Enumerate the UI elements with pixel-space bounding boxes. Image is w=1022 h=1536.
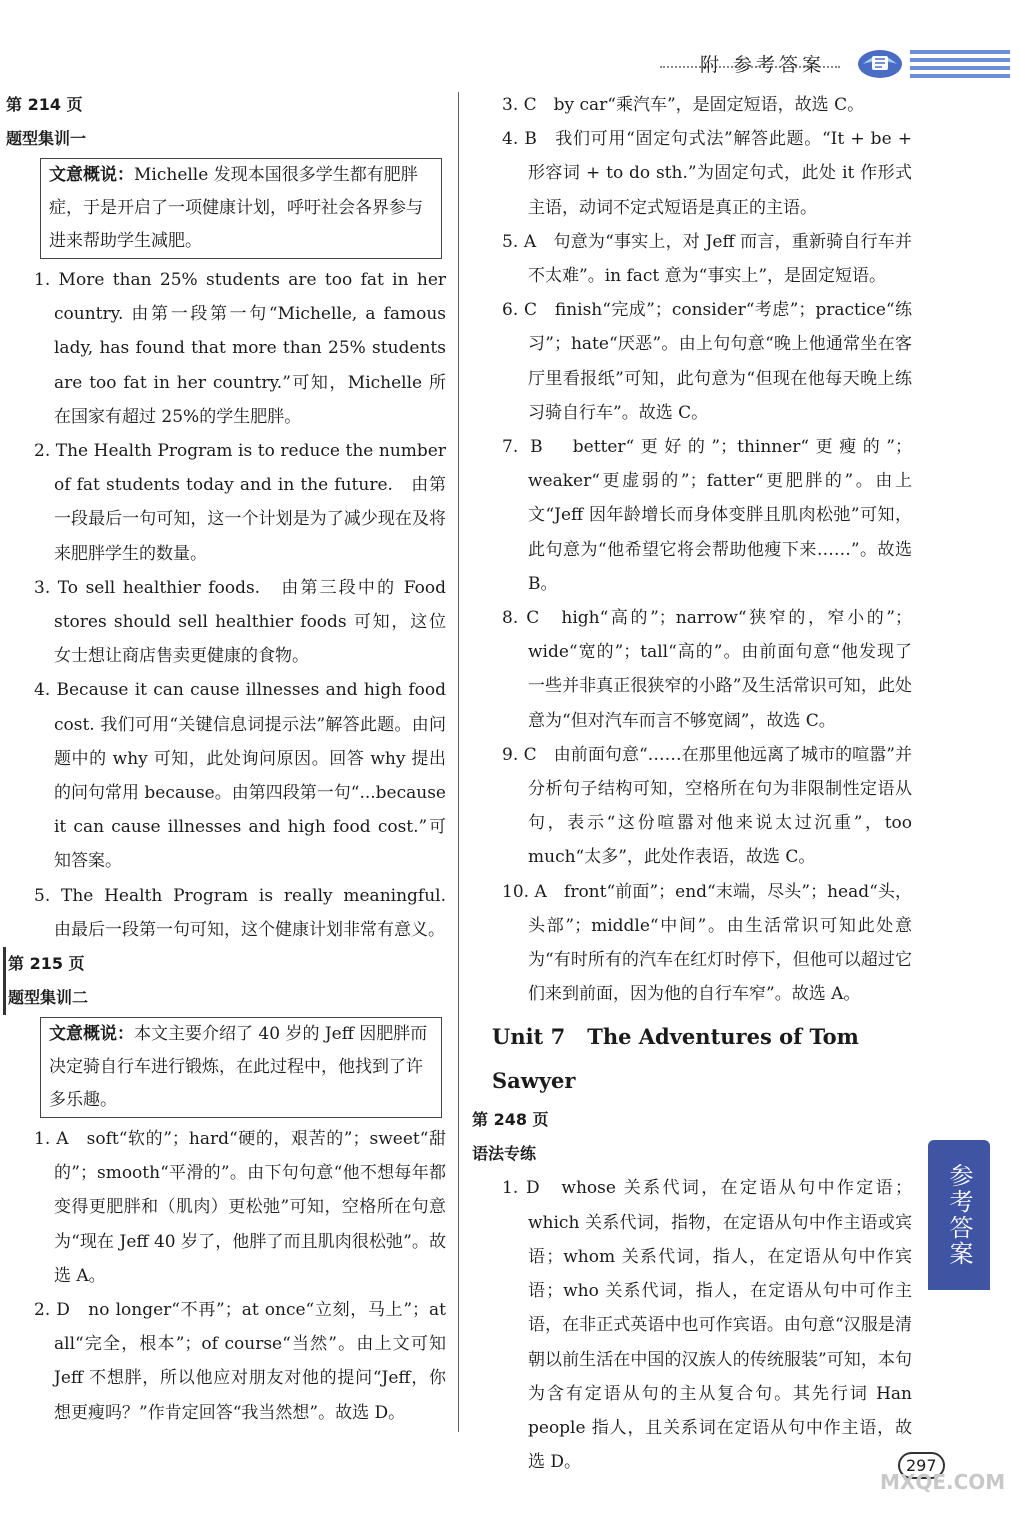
- summary-label: 文意概说：: [49, 1024, 134, 1045]
- section-title: 题型集训二: [3, 981, 446, 1015]
- watermark: MXQE.COM: [880, 1470, 1006, 1494]
- right-column: [472, 88, 912, 1479]
- answer-item: 1. D whose 关系代词，在定语从句中作定语；which 关系代词，指物，在定语从句中作主语或宾语；whom 关系代词，指人，在定语从句中作宾语；who 关系代词，指人，在定语从句中可作主语，在非正式英语中也可作宾语。由句意“汉服是清朝以前生活在中国的汉族人的传统服装”可知，本句为含有定语从句的主从复合句。其先行词 Han people 指人，且关系词在定语从句中作主语，故选 D。: [502, 1178, 912, 1473]
- answer-item: 5. The Health Program is really meaningful. 由最后一段第一句可知，这个健康计划非常有意义。: [34, 885, 463, 940]
- page-header: [660, 40, 1010, 88]
- answer-item: 4. Because it can cause illnesses and high food cost. 我们可用“关键信息词提示法”解答此题。由问题中的 why 可知，此处询问原因。回答 why 提出的问句常用 because。由第四段第一句“...because it can cause illnesses and high food cost.”可知答案。: [34, 680, 446, 872]
- summary-box: [40, 158, 442, 259]
- left-column: [6, 88, 463, 1430]
- page-reference: 第 248 页: [472, 1110, 549, 1130]
- unit-name: The Adventures of Tom Sawyer: [492, 1024, 859, 1094]
- section-title: 题型集训一: [6, 129, 87, 148]
- column-divider: [458, 92, 459, 1432]
- page-number: 297: [898, 1452, 945, 1479]
- header-title: 附 参考答案: [700, 54, 826, 76]
- side-tab-answers: 参考答案: [928, 1140, 990, 1290]
- answer-item: 9. C 由前面句意“……在那里他远离了城市的喧嚣”并分析句子结构可知，空格所在句为非限制性定语从句，表示“这份喧嚣对他来说太过沉重”，too much“太多”，此处作表语，故选 C。: [502, 744, 912, 868]
- unit-number: Unit 7: [492, 1024, 566, 1050]
- section-title: 语法专练: [472, 1144, 537, 1164]
- answer-item: 2. D no longer“不再”；at once“立刻，马上”；at all“完全，根本”；of course“当然”。由上文可知 Jeff 不想胖，所以他应对朋友对他的提问“Jeff，你想更瘦吗？”作肯定回答“我当然想”。故选 D。: [34, 1300, 446, 1423]
- page-reference: 第 214 页: [6, 95, 83, 114]
- unit-title: [472, 1015, 912, 1103]
- answer-item: 1. A soft“软的”；hard“硬的，艰苦的”；sweet“甜的”；smooth“平滑的”。由下句句意“他不想每年都变得更肥胖和（肌肉）更松弛”可知，空格所在句意为“现在 Jeff 40 岁了，他胖了而且肌肉很松弛”。故选 A。: [34, 1129, 446, 1286]
- answer-item: 3. To sell healthier foods. 由第三段中的 Food stores should sell healthier foods 可知，这位女士想让商店售卖更健康的食物。: [34, 577, 446, 667]
- answer-item: 6. C finish“完成”；consider“考虑”；practice“练习”；hate“厌恶”。由上句句意“晚上他通常坐在客厅里看报纸”可知，此句意为“但现在他每天晚上练习骑自行车”。故选 C。: [502, 300, 912, 423]
- answer-item: 8. C high“高的”；narrow“狭窄的，窄小的”；wide“宽的”；tall“高的”。由前面句意“他发现了一些并非真正很狭窄的小路”及生活常识可知，此处意为“但对汽车而言不够宽阔”，故选 C。: [502, 608, 912, 731]
- summary-box: [40, 1017, 442, 1118]
- book-logo-icon: [855, 42, 905, 82]
- summary-text: 本文主要介绍了 40 岁的 Jeff 因肥胖而决定骑自行车进行锻炼，在此过程中，他找到了许多乐趣。: [49, 1024, 428, 1111]
- answer-item: 1. More than 25% students are too fat in her country. 由第一段第一句“Michelle, a famous lady, has found that more than 25% students are too fat in her country.”可知，Michelle 所在国家有超过 25%的学生肥胖。: [34, 270, 446, 427]
- summary-label: 文意概说：: [49, 165, 134, 185]
- answer-item: 5. A 句意为“事实上，对 Jeff 而言，重新骑自行车并不太难”。in fact 意为“事实上”，是固定短语。: [502, 231, 912, 287]
- answer-item: 7. B better“更好的”；thinner“更瘦的”；weaker“更虚弱的”；fatter“更肥胖的”。由上文“Jeff 因年龄增长而身体变胖且肌肉松弛”可知，此句意为“他希望它将会帮助他瘦下来……”。故选 B。: [502, 437, 912, 594]
- answer-item: 4. B 我们可用“固定句式法”解答此题。“It + be + 形容词 + to do sth.”为固定句式，此处 it 作形式主语，动词不定式短语是真正的主语。: [502, 129, 912, 218]
- header-stripes: [910, 50, 1010, 82]
- answer-item: 2. The Health Program is to reduce the number of fat students today and in the future. 由第一段最后一句可知，这一个计划是为了减少现在及将来肥胖学生的数量。: [34, 441, 446, 564]
- answer-item: 3. C by car“乘汽车”，是固定短语，故选 C。: [502, 95, 865, 115]
- answer-item: 10. A front“前面”；end“末端，尽头”；head“头，头部”；middle“中间”。由生活常识可知此处意为“有时所有的汽车在红灯时停下，但他可以超过它们来到前面，因为他的自行车窄”。故选 A。: [502, 881, 912, 1005]
- page-reference: 第 215 页: [3, 947, 446, 981]
- summary-text: Michelle 发现本国很多学生都有肥胖症，于是开启了一项健康计划，呼吁社会各界参与进来帮助学生减肥。: [49, 165, 423, 251]
